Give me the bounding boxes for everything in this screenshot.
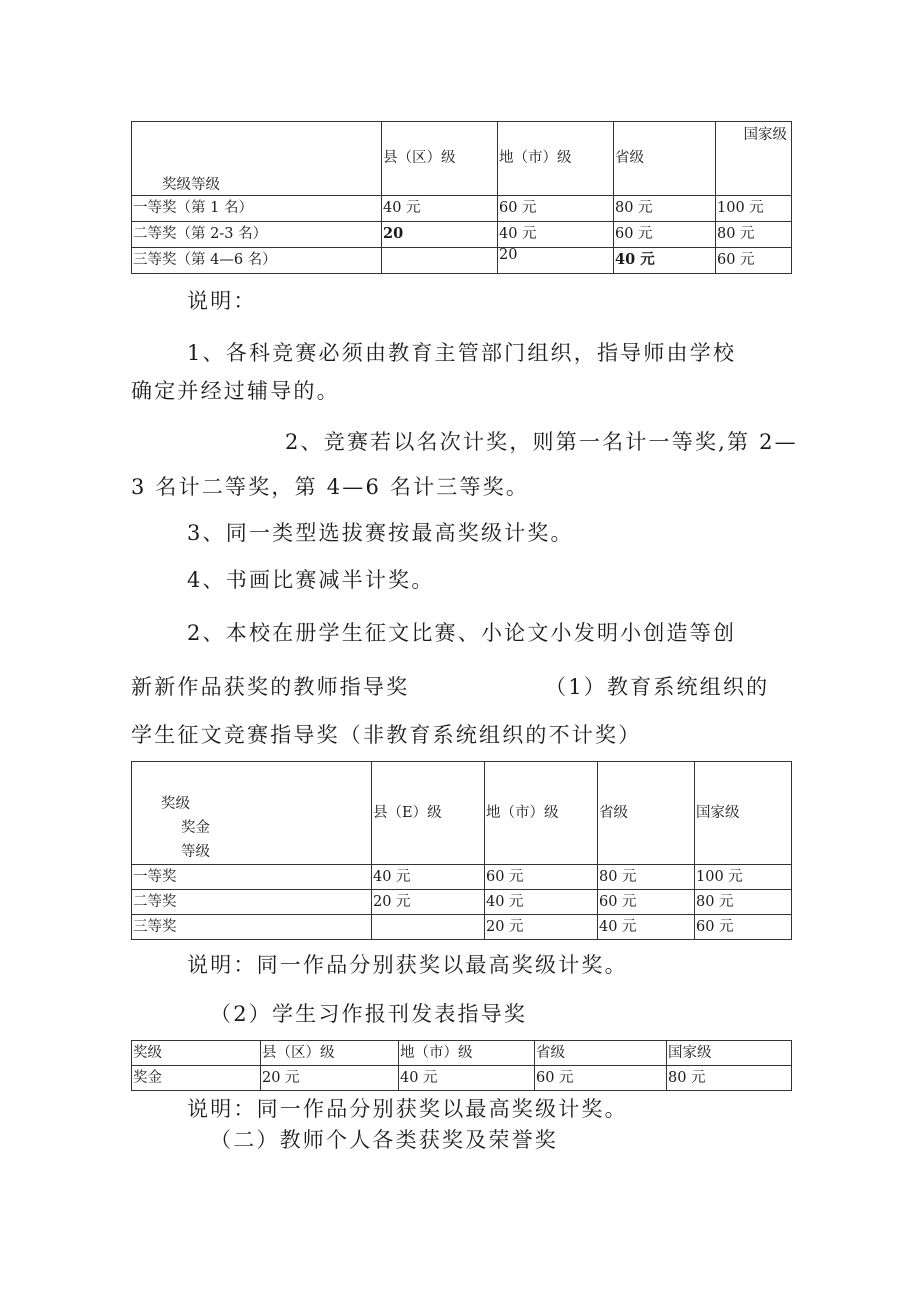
table2-header-county: 县（E）级 <box>372 762 485 865</box>
note-item-2-cont: 3 名计二等奖，第 4—6 名计三等奖。 <box>131 475 530 499</box>
table1-header-national: 国家级 <box>716 122 792 196</box>
award-table-competition <box>131 121 792 274</box>
section3-title: （2）学生习作报刊发表指导奖 <box>210 1002 528 1026</box>
table1-header-county: 县（区）级 <box>382 122 498 196</box>
notes-title: 说明： <box>187 289 257 313</box>
table-row: 三等奖（第 4—6 名） 20 40 元 60 元 <box>132 248 792 274</box>
section2-line1: 2、本校在册学生征文比赛、小论文小发明小创造等创 <box>187 621 737 645</box>
note-item-1: 1、各科竞赛必须由教育主管部门组织，指导师由学校 <box>187 341 737 365</box>
note-item-3: 3、同一类型选拔赛按最高奖级计奖。 <box>187 521 574 545</box>
table2-corner: 奖级 奖金 等级 <box>132 762 372 865</box>
table1-header-province: 省级 <box>614 122 716 196</box>
section2-line3: 学生征文竞赛指导奖（非教育系统组织的不计奖） <box>131 723 642 747</box>
note-publication: 说明：同一作品分别获奖以最高奖级计奖。 <box>187 1097 628 1121</box>
note-essay: 说明：同一作品分别获奖以最高奖级计奖。 <box>187 953 628 977</box>
table-row: 奖金 20 元 40 元 60 元 80 元 <box>132 1066 792 1091</box>
note-item-4: 4、书画比赛减半计奖。 <box>187 568 435 592</box>
table1-header-city: 地（市）级 <box>498 122 614 196</box>
section4-title: （二）教师个人各类获奖及荣誉奖 <box>210 1128 558 1152</box>
table-row: 一等奖（第 1 名） 40 元 60 元 80 元 100 元 <box>132 196 792 222</box>
table-row: 奖级 县（区）级 地（市）级 省级 国家级 <box>132 1041 792 1066</box>
table-row: 三等奖 20 元 40 元 60 元 <box>132 915 792 940</box>
table-row: 二等奖（第 2-3 名） 20 40 元 60 元 80 元 <box>132 222 792 248</box>
table2-header-province: 省级 <box>598 762 695 865</box>
table-row: 一等奖 40 元 60 元 80 元 100 元 <box>132 865 792 890</box>
table-row: 二等奖 20 元 40 元 60 元 80 元 <box>132 890 792 915</box>
award-table-essay <box>131 761 792 940</box>
table2-header-national: 国家级 <box>695 762 792 865</box>
section2-line2-left: 新新作品获奖的教师指导奖 <box>131 675 410 699</box>
note-item-1-cont: 确定并经过辅导的。 <box>131 379 340 403</box>
award-table-publication <box>131 1040 792 1091</box>
section2-line2-right: （1）教育系统组织的 <box>545 675 770 699</box>
note-item-2: 2、竞赛若以名次计奖，则第一名计一等奖,第 2— <box>285 430 798 454</box>
table1-corner: 奖级等级 <box>132 122 382 196</box>
table2-header-city: 地（市）级 <box>485 762 598 865</box>
